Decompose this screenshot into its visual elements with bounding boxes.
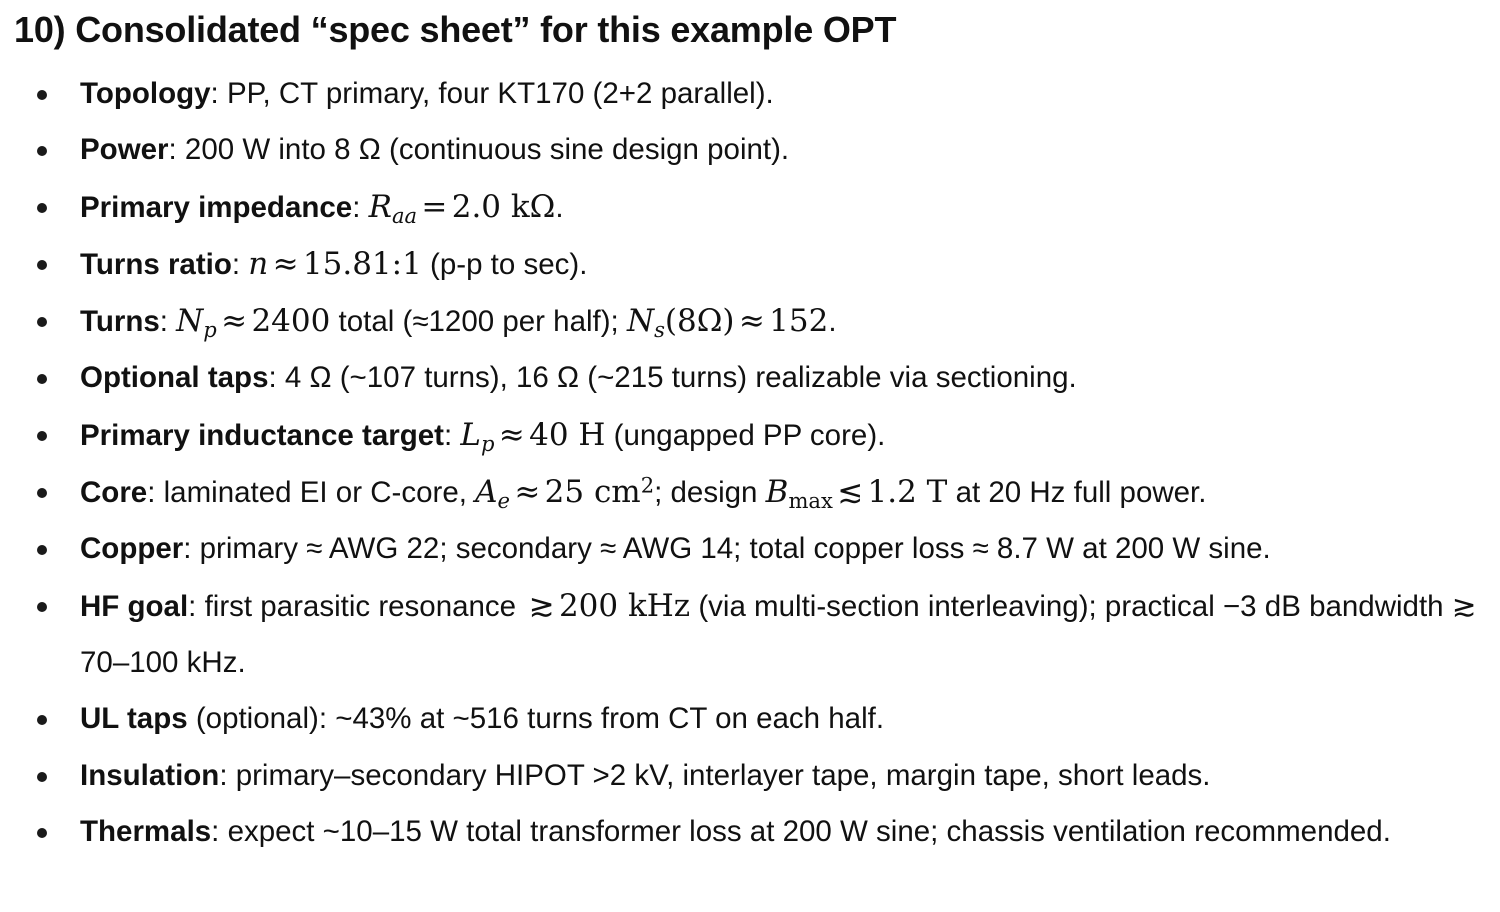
list-item-copper: [0, 521, 1500, 577]
item-label: UL taps: [80, 702, 188, 736]
list-item-hf-goal: HF goal: first parasitic resonance ≳ 200 kHz (via multi-section interleaving); practical −3 dB bandwidth ≳ 70–100 kHz.: [0, 578, 1500, 692]
item-label: Primary impedance: [80, 190, 353, 224]
bullet-icon: [37, 488, 47, 498]
section-heading: 10) Consolidated “spec sheet” for this example OPT: [14, 9, 897, 50]
list-item-insulation: [0, 748, 1500, 804]
bullet-icon: [37, 203, 47, 213]
item-label: Topology: [80, 77, 211, 110]
item-text: : PP, CT primary, four KT170 (2+2 parallel).: [210, 77, 774, 110]
item-label: Optional taps: [80, 361, 269, 395]
math-expression: $R_{aa} = 2.0$ kΩ: [368, 188, 556, 228]
item-label: Copper: [80, 532, 184, 566]
bullet-icon: [37, 545, 47, 555]
spec-list: [0, 66, 1500, 860]
math-expression: ≳ 200 kHz: [528, 587, 691, 624]
item-label: Core: [80, 476, 148, 510]
list-item-optional-taps: [0, 350, 1500, 406]
bullet-icon: [37, 260, 47, 270]
item-label: HF goal: [80, 589, 189, 623]
math-expression: $B_{max}$ ≲ 1.2 T: [765, 474, 948, 513]
bullet-icon: [37, 431, 47, 441]
list-item-core: Core: laminated EI or C-core, $A_e \approx 25$ $cm^2$; design $B_{max}$ ≲ 1.2 T at 20 Hz full power.: [0, 464, 1500, 521]
item-label: Thermals: [80, 814, 212, 848]
item-text: : 200 W into 8 Ω (continuous sine design point).: [168, 133, 790, 167]
item-label: Turns: [80, 305, 160, 339]
item-text: : primary–secondary HIPOT >2 kV, interlayer tape, margin tape, short leads.: [219, 758, 1211, 792]
bullet-icon: [37, 317, 47, 327]
list-item-topology: [0, 66, 1500, 122]
item-text: :: [443, 418, 461, 452]
math-expression: $L_p \approx 40$ H: [460, 416, 606, 456]
item-text: : primary ≈ AWG 22; secondary ≈ AWG 14; total copper loss ≈ 8.7 W at 200 W sine.: [183, 532, 1271, 566]
bullet-icon: [37, 90, 47, 100]
bullet-icon: [37, 374, 47, 384]
list-item-turns-ratio: Turns ratio: n ≈ 15.81:1 (p-p to sec).: [0, 236, 1500, 293]
item-text: :: [352, 190, 369, 224]
list-item-primary-impedance: Primary impedance: $R_{aa} = 2.0$ kΩ.: [0, 179, 1500, 236]
bullet-icon: [37, 715, 47, 725]
list-item-power: [0, 122, 1500, 178]
bullet-icon: [37, 828, 47, 838]
item-label: Power: [80, 133, 169, 167]
list-item-thermals: [0, 804, 1500, 860]
list-item-turns: Turns: $N_p \approx 2400$ total (≈1200 per half); $N_s(8\Omega) \approx 152$.: [0, 293, 1500, 350]
math-expression: $A_e \approx 25$ $cm^2$: [475, 472, 655, 513]
item-text: : expect ~10–15 W total transformer loss at 200 W sine; chassis ventilation recommended.: [211, 814, 1391, 848]
list-item-primary-inductance: Primary inductance target: $L_p \approx 40$ H (ungapped PP core).: [0, 407, 1500, 464]
bullet-icon: [37, 146, 47, 156]
item-text: :: [231, 247, 249, 281]
item-label: Primary inductance target: [80, 418, 444, 452]
math-expression: n ≈ 15.81:1: [248, 245, 422, 282]
item-text: : 4 Ω (~107 turns), 16 Ω (~215 turns) realizable via sectioning.: [268, 361, 1077, 395]
bullet-icon: [37, 772, 47, 782]
item-text: :: [159, 305, 177, 339]
list-item-ul-taps: [0, 691, 1500, 747]
bullet-icon: [37, 602, 47, 612]
item-label: Turns ratio: [80, 247, 232, 281]
item-text: : first parasitic resonance: [188, 589, 525, 623]
item-label: Insulation: [80, 758, 220, 792]
item-text: (optional): ~43% at ~516 turns from CT on each half.: [187, 702, 885, 736]
math-expression: $N_p \approx 2400$: [176, 303, 331, 343]
item-text: : laminated EI or C-core,: [147, 476, 476, 510]
math-expression: $N_s(8\Omega) \approx 152$: [626, 303, 829, 343]
